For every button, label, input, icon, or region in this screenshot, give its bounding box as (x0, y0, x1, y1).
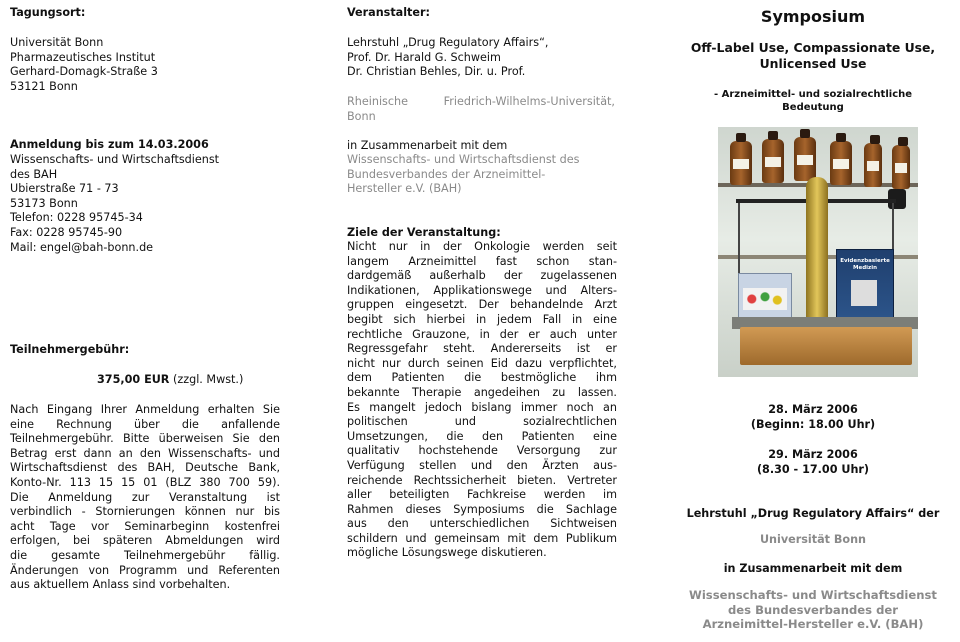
text-line: dardgemäß außerhalb der zugelassenen (347, 269, 617, 283)
veranstalter-heading: Veranstalter: (347, 6, 430, 19)
text-line: verbindlich - Stornierungen können nur bis (10, 505, 280, 519)
gebuehr-amount: 375,00 EUR (97, 373, 170, 386)
text-line: bekannte Therapie angedeihen zu lassen. (347, 385, 617, 399)
text-line: gruppen eingesetzt. Der behandelnde Arzt (347, 298, 617, 312)
chain (738, 203, 740, 273)
text-line: dem Patienten die bestmögliche ihm (347, 371, 617, 385)
scale-column (806, 177, 828, 325)
text-line: Regressgefahr steht. Andererseits ist er (347, 342, 617, 356)
symposium-subtitle (676, 40, 950, 72)
date-1-time: (Beginn: 18.00 Uhr) (750, 417, 876, 431)
anmeldung-phone: Telefon: 0228 95745-34 (10, 211, 143, 225)
book-pills (743, 288, 787, 310)
tagline-line: - Arzneimittel- und sozialrechtliche (713, 89, 913, 100)
bottle (794, 137, 816, 181)
text-line: Nach Eingang Ihrer Anmeldung erhalten Sie (10, 403, 280, 416)
tagline-line: Bedeutung (782, 102, 844, 113)
text-line: Rahmen dieses Symposiums die Sachlage (347, 502, 617, 516)
bah-line: Bundesverbandes der Arzneimittel- (347, 167, 546, 181)
text-line: begibt sich hierbei in jedem Fall in eine (347, 312, 617, 326)
veranstalter-block (347, 36, 548, 80)
gebuehr-amount-row (97, 373, 243, 388)
uni-line: Bonn (347, 109, 376, 123)
date-2 (676, 448, 950, 477)
scale-base (740, 327, 912, 365)
text-line: Wirtschaftsdienst des BAH, Deutsche Bank, (10, 461, 280, 475)
bah-line: Arzneimittel-Hersteller e.V. (BAH) (702, 617, 924, 632)
anmeldung-address (10, 153, 219, 255)
zusammenarbeit-text: in Zusammenarbeit mit dem (723, 562, 903, 575)
text-line: mögliche Lösungswege diskutieren. (347, 546, 547, 560)
symposium-tagline (676, 88, 950, 114)
address-line: Universität Bonn (10, 36, 104, 49)
text-line: politischen und sozialrechtlichen (347, 415, 617, 429)
bottle (830, 141, 852, 185)
veranstalter-line: Dr. Christian Behles, Dir. u. Prof. (347, 65, 526, 79)
uni-line: Rheinische Friedrich-Wilhelms-Universität, (347, 95, 615, 108)
text-line: nicht nur durch seinen Eid dazu verpflichtet, (347, 356, 617, 370)
address-line: Pharmazeutisches Institut (10, 50, 156, 64)
date-2-time: (8.30 - 17.00 Uhr) (756, 462, 870, 476)
text-line: Die Anmeldung zur Veranstaltung ist (10, 490, 280, 504)
pharmacy-scale-photo (718, 127, 918, 377)
ziele-heading: Ziele der Veranstaltung: (347, 226, 501, 239)
bah-line: Wissenschafts- und Wirtschaftsdienst des (347, 153, 580, 166)
address-line: 53121 Bonn (10, 79, 78, 93)
universitaet-block (347, 95, 615, 124)
text-line: die gesamte Teilnehmergebühr fällig. (10, 548, 280, 562)
text-line: eine Rechnung über die anfallende (10, 417, 280, 431)
bah-line: Hersteller e.V. (BAH) (347, 182, 462, 196)
bah-line: Wissenschafts- und Wirtschaftsdienst (689, 588, 937, 602)
bottle (730, 141, 752, 185)
text-line: reichende Rechtssicherheit bieten. Vertreter (347, 473, 617, 487)
text-line: langem Arzneimittel fast schon stan- (347, 254, 617, 268)
veranstalter-line: Lehrstuhl „Drug Regulatory Affairs“, (347, 36, 549, 49)
text-line: rechtliche Grauzone, in der er auch unter (347, 327, 617, 341)
date-1 (676, 403, 950, 432)
subtitle-line: Off-Label Use, Compassionate Use, (690, 40, 936, 55)
anmeldung-fax: Fax: 0228 95745-90 (10, 225, 123, 239)
address-line: Gerhard-Domagk-Straße 3 (10, 65, 158, 79)
text-line: aller beteiligten Fachkreise werden im (347, 488, 617, 502)
text-line: acht Tage vor Seminarbeginn kostenfrei (10, 519, 280, 533)
date-1-day: 28. März 2006 (768, 403, 858, 416)
text-line: schildern und gemeinsam mit dem Publikum (347, 531, 617, 545)
text-line: Teilnehmergebühr. Bitte überweisen Sie den (10, 432, 280, 446)
book-cover-title: Evidenzbasierte Medizin (840, 258, 890, 271)
text-line: Betrag erst dann an den Wissenschafts- und (10, 446, 280, 460)
text-line: aus aktuellem Anlass sind vorbehalten. (10, 578, 231, 592)
text-line: Indikationen, Applikationswege und Alters- (347, 283, 617, 297)
subtitle-line: Unlicensed Use (759, 56, 867, 71)
anmeldung-heading: Anmeldung bis zum 14.03.2006 (10, 138, 209, 151)
anmeldung-line: Ubierstraße 71 - 73 (10, 182, 119, 196)
gebuehr-text (10, 403, 280, 593)
gebuehr-heading: Teilnehmergebühr: (10, 343, 130, 356)
tagungsort-address (10, 36, 158, 94)
anmeldung-line: 53173 Bonn (10, 196, 78, 210)
text-line: Nicht nur in der Onkologie werden seit (347, 240, 617, 253)
text-line: Konto-Nr. 113 15 15 01 (BLZ 380 700 59). (10, 475, 280, 489)
bah-block (347, 153, 579, 197)
zusammenarbeit-text: in Zusammenarbeit mit dem (347, 139, 508, 152)
ziele-text (347, 240, 617, 561)
gebuehr-note: (zzgl. Mwst.) (172, 373, 244, 386)
text-line: qualitativ hochstehende Versorgung zur (347, 444, 617, 458)
text-line: Änderungen von Programm und Referenten (10, 563, 280, 577)
tagungsort-heading: Tagungsort: (10, 6, 86, 19)
text-line: aus den unterschiedlichen Sichtweisen (347, 517, 617, 531)
text-line: Umsetzungen, die den Patienten eine (347, 429, 617, 443)
text-line: Es mangelt jedoch bislang immer noch an (347, 400, 617, 414)
date-2-day: 29. März 2006 (768, 448, 858, 461)
symposium-title: Symposium (760, 7, 866, 26)
book-cover-image (851, 280, 877, 306)
text-line: Verfügung stellen und den Ärzten aus- (347, 458, 617, 472)
book-right (836, 249, 894, 325)
bah-block (676, 588, 950, 632)
bottle (864, 143, 882, 187)
bottle (892, 145, 910, 189)
anmeldung-mail[interactable]: Mail: engel@bah-bonn.de (10, 240, 154, 254)
bottle (762, 139, 784, 183)
anmeldung-line: Wissenschafts- und Wirtschaftsdienst (10, 153, 220, 166)
bah-line: des Bundesverbandes der (727, 602, 898, 617)
veranstalter-line: Prof. Dr. Harald G. Schweim (347, 50, 501, 64)
universitaet-bonn: Universität Bonn (759, 533, 867, 546)
lehrstuhl-text: Lehrstuhl „Drug Regulatory Affairs“ der (686, 507, 940, 520)
anmeldung-line: des BAH (10, 167, 58, 181)
text-line: erfolgen, bei späteren Abmeldungen wird (10, 534, 280, 548)
